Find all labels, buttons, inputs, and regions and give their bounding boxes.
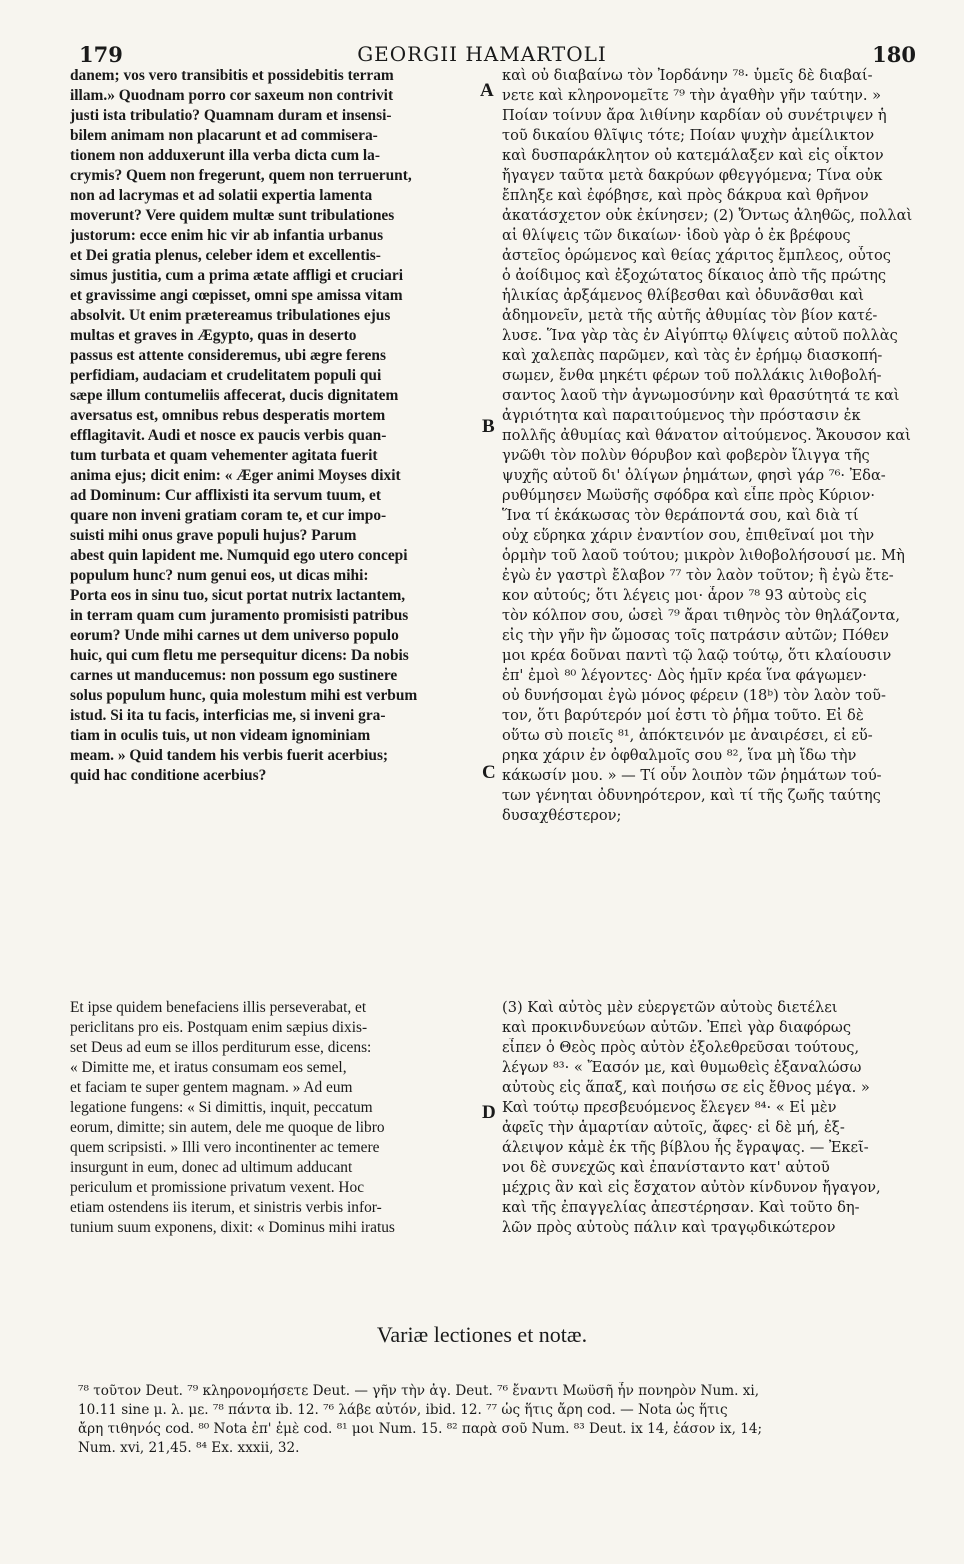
greek-line: εἶπεν ὁ Θεὸς πρὸς αὐτὸν ἐξολεθρεῦσαι τούτους, — [502, 1039, 860, 1056]
greek-line: καὶ οὐ διαβαίνω τὸν Ἰορδάνην ⁷⁸· ὑμεῖς δὲ διαβαί- — [502, 67, 873, 84]
latin-line: populum hunc? num genui eos, ut dicas mihi: — [70, 567, 369, 584]
latin-line: moverunt? Vere quidem multæ sunt tribulationes — [70, 207, 395, 224]
greek-line: πολλῆς ἀθυμίας καὶ θάνατον αἰτούμενος. Ἄκουσον καὶ — [502, 427, 911, 444]
latin-line: legatione fungens: « Si dimittis, inquit, peccatum — [70, 1099, 373, 1116]
greek-line: καὶ δυσπαράκλητον οὐ κατεμάλαξεν καὶ εἰς οἶκτον — [502, 147, 884, 164]
latin-line: tionem non adduxerunt illa verba dicta cum la- — [70, 147, 380, 164]
greek-line: νοι δὲ συνεχῶς καὶ ἐπανίσταντο κατ' αὐτοῦ — [502, 1159, 830, 1176]
greek-line: Ἵνα τί ἐκάκωσας τὸν θεράποντά σου, καὶ διὰ τί — [502, 507, 859, 524]
latin-line: bilem animam non placarunt et ad commisera- — [70, 127, 378, 144]
latin-line: justorum: ecce enim hic vir ab infantia urbanus — [70, 227, 384, 244]
greek-line: καὶ προκινδυνεύων αὐτῶν. Ἐπεὶ γὰρ διαφόρως — [502, 1019, 852, 1036]
greek-line: ἀκατάσχετον οὐκ ἐκίνησεν; (2) Ὄντως ἀληθῶς, πολλαὶ — [502, 207, 913, 224]
footnote-line: ⁷⁸ τοῦτον Deut. ⁷⁹ κληρονομήσετε Deut. — γῆν τὴν ἀγ. Deut. ⁷⁶ ἔναντι Μωϋσῆ ἦν πονηρὸν Num. xi, — [78, 1383, 760, 1399]
greek-line: μοι κρέα δοῦναι παντὶ τῷ λαῷ τούτῳ, ὅτι κλαίουσιν — [502, 647, 892, 664]
greek-line: γνῶθι τὸν πολὺν θόρυβον καὶ φοβερὸν ἴλιγγα τῆς — [502, 447, 870, 464]
greek-line: ἔπληξε καὶ ἐφόβησε, καὶ πρὸς δάκρυα καὶ θρῆνον — [502, 187, 869, 204]
footnote-line: Num. xvi, 21,45. ⁸⁴ Ex. xxxii, 32. — [78, 1440, 300, 1456]
greek-line: κάκωσίν μου. » — Τί οὖν λοιπὸν τῶν ῥημάτων τού- — [502, 767, 882, 784]
latin-line: etiam ostendens iis iterum, et sinistris verbis infor- — [70, 1199, 382, 1216]
latin-line: simus justitia, cum a prima ætate affligi et cruciari — [70, 267, 403, 284]
greek-line: ἀστεῖος ὁρώμενος καὶ θείας χάριτος ἔμπλεος, οὗτος — [502, 247, 891, 264]
margin-marker-d: D — [482, 1102, 496, 1123]
latin-line: crymis? Quem non fregerunt, quem non terruerunt, — [70, 167, 412, 184]
latin-line: in terram quam cum juramento promisisti patribus — [70, 607, 409, 624]
page-number-right: 180 — [872, 42, 916, 67]
latin-line: quem scripsisti. » Illi vero incontinenter ac temere — [70, 1139, 380, 1156]
latin-line: aversatus est, omnibus rebus desperatis mortem — [70, 407, 386, 424]
page-number-left: 179 — [79, 42, 123, 67]
latin-line: eorum, dimitte; sin autem, dele me quoque de libro — [70, 1119, 385, 1136]
greek-line: Ποίαν τοίνυν ἄρα λιθίνην καρδίαν οὐ συνέτριψεν ἡ — [502, 107, 887, 124]
footnote-line: 10.11 sine μ. λ. με. ⁷⁸ πάντα ib. 12. ⁷⁶ λάβε αὐτόν, ibid. 12. ⁷⁷ ὡς ἥτις ἄρη cod. — Nota ὡς ἥτις — [78, 1402, 728, 1418]
greek-column-top — [502, 66, 922, 826]
latin-line: ad Dominum: Cur afflixisti ita servum tuum, et — [70, 487, 381, 504]
greek-column-bottom — [502, 998, 922, 1238]
greek-line: οὕτω σὺ ποιεῖς ⁸¹, ἀπόκτεινόν με ἀναιρέσει, εἰ εὕ- — [502, 727, 873, 744]
running-title: GEORGII HAMARTOLI — [357, 42, 607, 66]
greek-line: εἰς τὴν γῆν ἣν ὤμοσας τοῖς πατράσιν αὐτῶν; Πόθεν — [502, 627, 889, 644]
greek-line: οὐ δυνήσομαι ἐγὼ μόνος φέρειν (18ᵇ) τὸν λαὸν τοῦ- — [502, 687, 886, 704]
greek-line: λέγων ⁸³· « Ἔασόν με, καὶ θυμωθεὶς ἐξαναλώσω — [502, 1059, 862, 1076]
greek-line: σαντος λαοῦ τὴν ἀγνωμοσύνην καὶ θρασύτητά τε καὶ — [502, 387, 900, 404]
greek-line: μέχρις ἂν καὶ εἰς ἔσχατον αὐτὸν κίνδυνον ἤγαγον, — [502, 1179, 881, 1196]
margin-marker-a: A — [480, 80, 494, 101]
latin-line: « Dimitte me, et iratus consumam eos semel, — [70, 1059, 347, 1076]
footnote-line: ἄρη τιθηνός cod. ⁸⁰ Nota ἐπ' ἐμὲ cod. ⁸¹ μοι Num. 15. ⁸² παρὰ σοῦ Num. ⁸³ Deut. ix 14, ἐάσον ix, 14; — [78, 1421, 763, 1437]
latin-line: periculum et promissione privatum vexent. Hoc — [70, 1179, 365, 1196]
latin-line: periclitans pro eis. Postquam enim sæpius dixis- — [70, 1019, 368, 1036]
greek-line: λῶν πρὸς αὐτοὺς πάλιν καὶ τραγῳδικώτερον — [502, 1219, 836, 1236]
latin-line: huic, qui cum fletu me persequitur dicens: Da nobis — [70, 647, 409, 664]
greek-line: οὐχ εὕρηκα χάριν ἐναντίον σου, ἐπιθεῖναί μοι τὴν — [502, 527, 875, 544]
footnotes — [78, 1382, 928, 1458]
latin-line: quare non inveni gratiam coram te, et cur impo- — [70, 507, 387, 524]
latin-line: anima ejus; dicit enim: « Æger animi Moyses dixit — [70, 467, 401, 484]
greek-line: ἀδημονεῖν, μετὰ τῆς αὐτῆς ἀθυμίας τὸν βίον κατέ- — [502, 307, 878, 324]
margin-marker-b: B — [482, 416, 495, 437]
latin-line: insurgunt in eum, donec ad ultimum adducant — [70, 1159, 353, 1176]
greek-line: αἱ θλίψεις τῶν δικαίων· ἰδοὺ γὰρ ὁ ἐκ βρέφους — [502, 227, 851, 244]
latin-line: meam. » Quid tandem his verbis fuerit acerbius; — [70, 747, 389, 764]
latin-column-bottom — [70, 998, 478, 1238]
latin-line: et Dei gratia plenus, celeber idem et excellentis- — [70, 247, 381, 264]
greek-line: καὶ τῆς ἐπαγγελίας ἀπεστέρησαν. Καὶ τοῦτο δη- — [502, 1199, 860, 1216]
greek-line: ἀγριότητα καὶ παραιτούμενος τὴν πρόστασιν ἐκ — [502, 407, 861, 424]
greek-line: τοῦ δικαίου θλῖψις τότε; Ποίαν ψυχὴν ἀμείλικτον — [502, 127, 875, 144]
latin-line: eorum? Unde mihi carnes ut dem universo populo — [70, 627, 399, 644]
notes-heading: Variæ lectiones et notæ. — [376, 1322, 588, 1347]
greek-line: ἐγὼ ἐν γαστρὶ ἔλαβον ⁷⁷ τὸν λαὸν τοῦτον; ἢ ἐγὼ ἔτε- — [502, 567, 894, 584]
latin-line: danem; vos vero transibitis et possidebitis terram — [70, 67, 394, 84]
greek-line: ρυθύμησεν Μωϋσῆς σφόδρα καὶ εἶπε πρὸς Κύριον· — [502, 487, 875, 504]
greek-line: τον, ὅτι βαρύτερόν μοί ἐστι τὸ ῥῆμα τοῦτο. Εἰ δὲ — [502, 707, 864, 724]
latin-line: et faciam te super gentem magnam. » Ad eum — [70, 1079, 353, 1096]
greek-line: νετε καὶ κληρονομεῖτε ⁷⁹ τὴν ἀγαθὴν γῆν ταύτην. » — [502, 87, 882, 104]
latin-line: carnes ut manducemus: non possum ego sustinere — [70, 667, 398, 684]
latin-line: absolvit. Ut enim prætereamus tribulationes ejus — [70, 307, 391, 324]
margin-marker-c: C — [482, 762, 496, 783]
latin-line: set Deus ad eum se illos perditurum esse, dicens: — [70, 1039, 372, 1056]
latin-line: tiam in oculis tuis, ut non videam ignominiam — [70, 727, 371, 744]
latin-column-top — [70, 66, 478, 786]
greek-line: (3) Καὶ αὐτὸς μὲν εὐεργετῶν αὐτοὺς διετέλει — [502, 999, 838, 1016]
greek-line: ἀφεῖς τὴν ἁμαρτίαν αὐτοῖς, ἄφες· εἰ δὲ μή, ἐξ- — [502, 1119, 845, 1136]
greek-line: ἐπ' ἐμοὶ ⁸⁰ λέγοντες· Δὸς ἡμῖν κρέα ἵνα φάγωμεν· — [502, 667, 867, 684]
latin-line: illam.» Quodnam porro cor saxeum non contrivit — [70, 87, 394, 104]
latin-line: justi ista tribulatio? Quamnam duram et insensi- — [70, 107, 392, 124]
latin-line: efflagitavit. Audi et nosce ex paucis verbis quan- — [70, 427, 387, 444]
greek-line: κον αὐτούς; ὅτι λέγεις μοι· ἆρον ⁷⁸ 93 αὐτοὺς εἰς — [502, 587, 867, 604]
greek-line: ψυχῆς αὐτοῦ δι' ὀλίγων ῥημάτων, φησὶ γάρ ⁷⁶· Ἐδα- — [502, 467, 886, 484]
greek-line: δυσαχθέστερον; — [502, 807, 622, 824]
latin-line: passus est attente consideremus, ubi ægre ferens — [70, 347, 386, 364]
latin-line: suisti mihi onus grave populi hujus? Parum — [70, 527, 357, 544]
greek-line: ὁ ἀοίδιμος καὶ ἐξοχώτατος δίκαιος ἀπὸ τῆς πρώτης — [502, 267, 887, 284]
latin-line: Et ipse quidem benefaciens illis perseverabat, et — [70, 999, 367, 1016]
latin-line: quid hac conditione acerbius? — [70, 767, 267, 784]
greek-line: ἡλικίας ἀρξάμενος θλίβεσθαι καὶ ὀδυνᾶσθαι καὶ — [502, 287, 864, 304]
greek-line: Καὶ τούτῳ πρεσβευόμενος ἔλεγεν ⁸⁴· « Εἰ μὲν — [502, 1099, 837, 1116]
latin-line: non ad lacrymas et ad solatii expertia lamenta — [70, 187, 373, 204]
greek-line: καὶ χαλεπὰς παρῶμεν, καὶ τὰς ἐν ἐρήμῳ διασκοπή- — [502, 347, 883, 364]
latin-line: perfidiam, audaciam et crudelitatem populi qui — [70, 367, 382, 384]
latin-line: istud. Si ita tu facis, interficias me, si inveni gra- — [70, 707, 386, 724]
greek-line: ἤγαγεν ταῦτα μετὰ δακρύων φθεγγόμενα; Τίνα οὐκ — [502, 167, 883, 184]
latin-line: sæpe illum contumeliis affecerat, ducis dignitatem — [70, 387, 399, 404]
greek-line: σωμεν, ἔνθα μηκέτι φέρων τοῦ πολλάκις λιθοβολή- — [502, 367, 882, 384]
greek-line: ὁρμὴν τοῦ λαοῦ τούτου; μικρὸν λιθοβολήσουσί με. Μὴ — [502, 547, 905, 564]
greek-line: των γένηται ὀδυνηρότερον, καὶ τί τῆς ζωῆς ταύτης — [502, 787, 881, 804]
latin-line: tunium suum exponens, dixit: « Dominus mihi iratus — [70, 1219, 395, 1236]
latin-line: solus populum hunc, quia molestum mihi est verbum — [70, 687, 418, 704]
latin-line: abest quin lapident me. Numquid ego utero concepi — [70, 547, 408, 564]
latin-line: tum turbata et quam vehementer agitata fuerit — [70, 447, 378, 464]
greek-line: άλειψον κἀμὲ ἐκ τῆς βίβλου ἧς ἔγραψας. — Ἐκεῖ- — [502, 1139, 869, 1156]
greek-line: ρηκα χάριν ἐν ὀφθαλμοῖς σου ⁸², ἵνα μὴ ἴδω τὴν — [502, 747, 857, 764]
latin-line: Porta eos in sinu tuo, sicut portat nutrix lactantem, — [70, 587, 406, 604]
latin-line: et gravissime angi cœpisset, omni spe amissa vitam — [70, 287, 403, 304]
greek-line: αὐτοὺς εἰς ἅπαξ, καὶ ποιήσω σε εἰς ἔθνος μέγα. » — [502, 1079, 870, 1096]
greek-line: λυσε. Ἵνα γὰρ τὰς ἐν Αἰγύπτῳ θλίψεις αὐτοῦ πολλὰς — [502, 327, 898, 344]
latin-line: multas et graves in Ægypto, quas in deserto — [70, 327, 357, 344]
greek-line: τὸν κόλπον σου, ὡσεὶ ⁷⁹ ἄραι τιθηνὸς τὸν θηλάζοντα, — [502, 607, 901, 624]
